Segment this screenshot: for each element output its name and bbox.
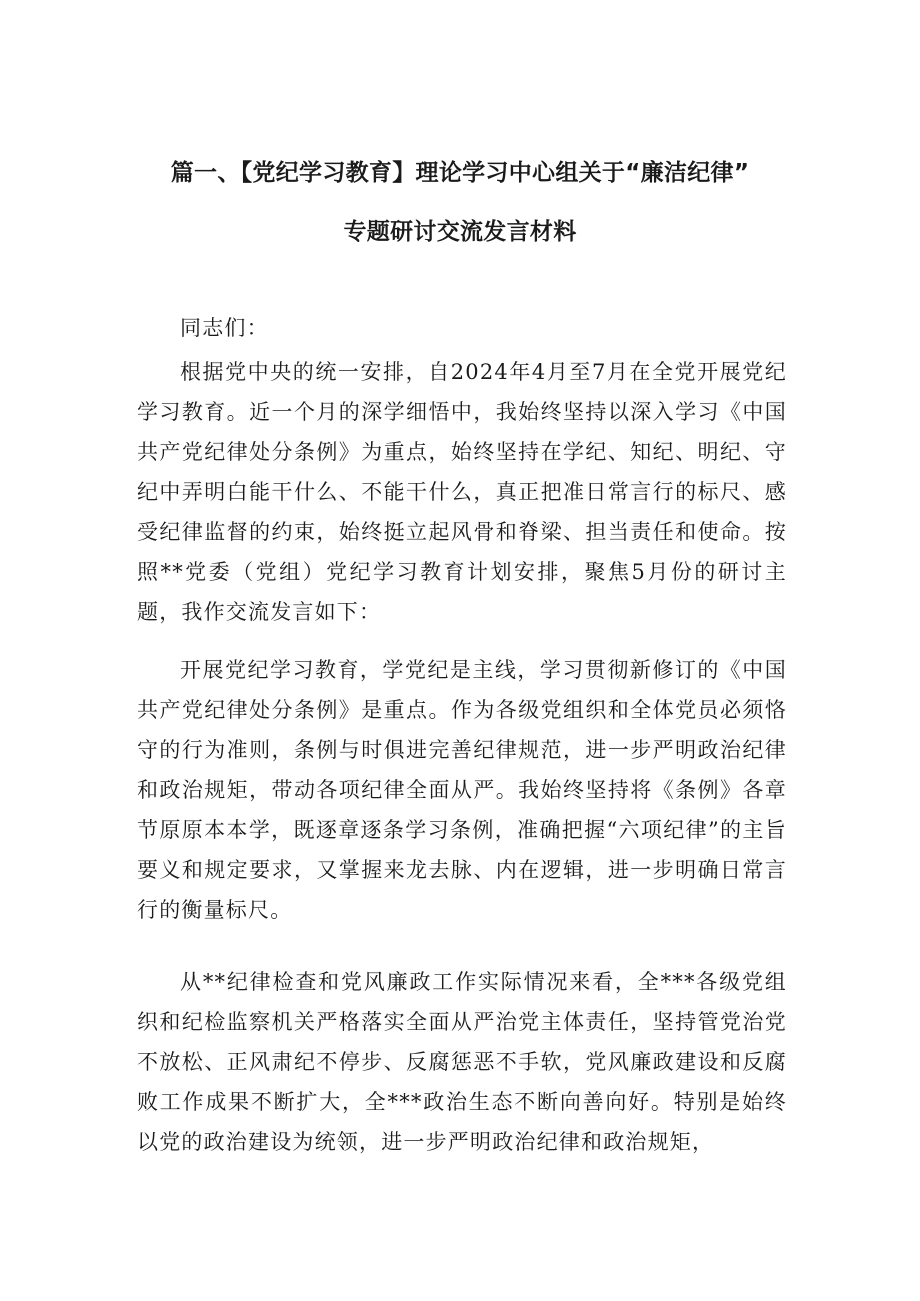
paragraph-2: 开展党纪学习教育，学党纪是主线，学习贯彻新修订的《中国共产党纪律处分条例》是重点。作为各级党组织和全体党员必须恪守的行为准则，条例与时俱进完善纪律规范，进一步严明政治纪律和政治规矩，带动各项纪律全面从严。我始终坚持将《条例》各章节原原本本学，既逐章逐条学习条例，准确把握“六项纪律”的主旨要义和规定要求，又掌握来龙去脉、内在逻辑，进一步明确日常言行的衡量标尺。 — [137, 658, 787, 922]
paragraph-3: 从**纪律检查和党风廉政工作实际情况来看，全***各级党组织和纪检监察机关严格落实全面从严治党主体责任，坚持管党治党不放松、正风肃纪不停步、反腐惩恶不手软，党风廉政建设和反腐败工作成果不断扩大，全***政治生态不断向善向好。特别是始终以党的政治建设为统领，进一步严明政治纪律和政治规矩， — [137, 970, 787, 1154]
document-title-line-2: 专题研讨交流发言材料 — [343, 219, 577, 245]
paragraph-1: 根据党中央的统一安排，自2024年4月至7月在全党开展党纪学习教育。近一个月的深学细悟中，我始终坚持以深入学习《中国共产党纪律处分条例》为重点，始终坚持在学纪、知纪、明纪、守纪中弄明白能干什么、不能干什么，真正把准日常言行的标尺、感受纪律监督的约束，始终挺立起风骨和脊梁、担当责任和使命。按照**党委（党组）党纪学习教育计划安排，聚焦5月份的研讨主题，我作交流发言如下： — [137, 360, 787, 624]
greeting: 同志们： — [180, 316, 269, 340]
document-title-line-1: 篇一、【党纪学习教育】理论学习中心组关于“廉洁纪律” — [170, 160, 750, 186]
